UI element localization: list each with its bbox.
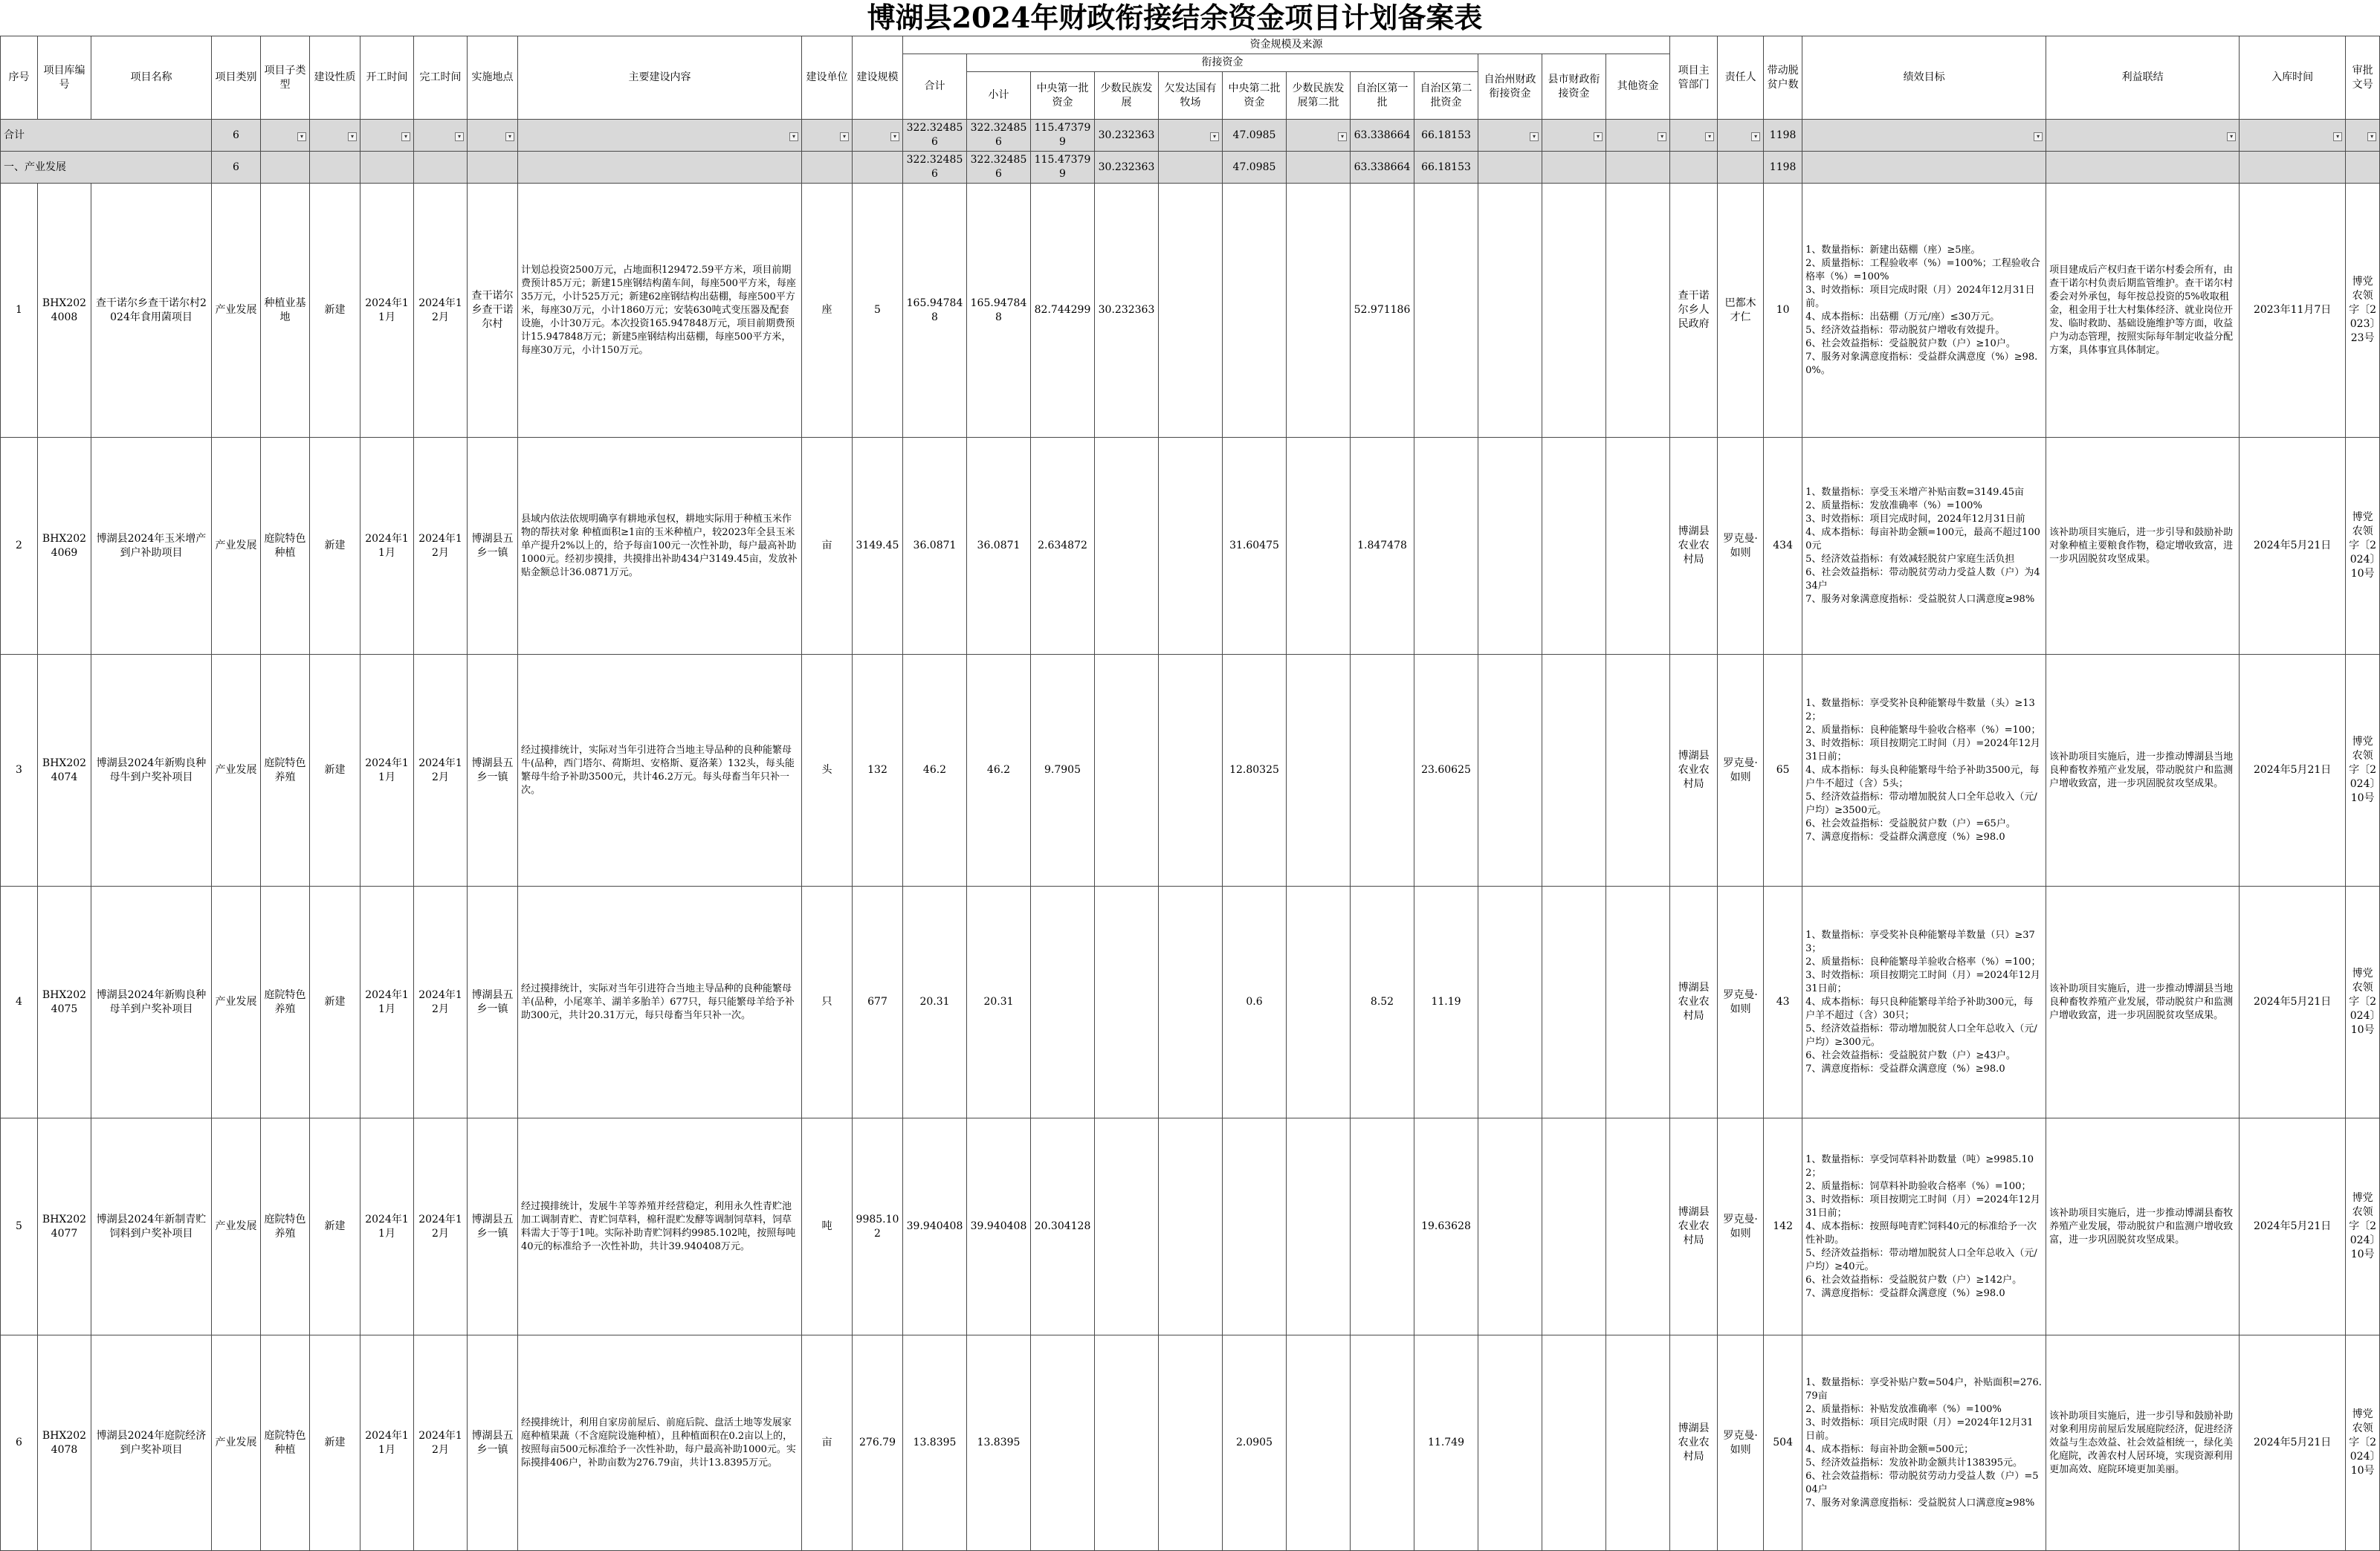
cell-code: BHX2024077 [38, 1118, 91, 1335]
cell-minority [1095, 1335, 1159, 1551]
cell-minority2 [1287, 1335, 1351, 1551]
cell-subtotal: 20.31 [967, 887, 1031, 1118]
cell-end: 2024年12月 [414, 438, 468, 655]
col-benefit: 利益联结 [2046, 36, 2240, 120]
summary-filter[interactable] [360, 120, 414, 152]
filter-dropdown-icon[interactable]: ▾ [890, 132, 899, 141]
cell-approval: 博党农领字〔2024〕10号 [2346, 655, 2380, 887]
cell-code: BHX2024074 [38, 655, 91, 887]
cell-seq: 3 [1, 655, 38, 887]
table-row [1, 655, 2380, 887]
summary-total: 322.324856 [903, 120, 967, 152]
col-county: 县市财政衔接资金 [1542, 54, 1606, 120]
cell-seq: 1 [1, 184, 38, 438]
col-beneficiaries: 带动脱贫户数 [1764, 36, 1802, 120]
cell-subtype: 种植业基地 [261, 184, 310, 438]
cell-total: 20.31 [903, 887, 967, 1118]
cell-minority2 [1287, 1118, 1351, 1335]
section-label: 一、产业发展 [1, 152, 212, 184]
cell-end: 2024年12月 [414, 655, 468, 887]
filter-dropdown-icon[interactable]: ▾ [2367, 132, 2376, 141]
filter-dropdown-icon[interactable]: ▾ [1210, 132, 1219, 141]
col-end: 完工时间 [414, 36, 468, 120]
filter-dropdown-icon[interactable]: ▾ [505, 132, 514, 141]
filter-dropdown-icon[interactable]: ▾ [297, 132, 306, 141]
cell-county [1542, 184, 1606, 438]
cell-minority [1095, 887, 1159, 1118]
cell-content: 经过摸排统计，实际对当年引进符合当地主导品种的良种能繁母羊(品种，小尾寒羊、湖羊多胎羊）677只，每只能繁母羊给予补助300元，共计20.31万元，每只母畜当年只补一次。 [518, 887, 802, 1118]
cell-performance: 1、数量指标：享受补贴户数=504户，补贴面积=276.79亩 2、质量指标：补贴发放准确率（%）=100% 3、时效指标：项目完成时限（月）=2024年12月31日前。 4、成本指标：每亩补助金额=500元； 5、经济效益指标：发放补助金额共计138395元。 6、社会效益指标：带动脱贫劳动力受益人数（户）=504户 7、服务对象满意度指标：受益脱贫人口满意度≥98% [1802, 1335, 2046, 1551]
cell-category: 产业发展 [212, 1335, 261, 1551]
cell-minority2 [1287, 184, 1351, 438]
summary-filter[interactable] [2346, 120, 2380, 152]
table-row [1, 1118, 2380, 1335]
cell-seq: 6 [1, 1335, 38, 1551]
cell-region2: 23.60625 [1414, 655, 1478, 887]
filter-dropdown-icon[interactable]: ▾ [1658, 132, 1666, 141]
cell-dept: 博湖县农业农村局 [1670, 438, 1718, 655]
summary-filter[interactable] [310, 120, 360, 152]
cell-content: 县域内依法依规明确享有耕地承包权，耕地实际用于种植玉米作物的帮扶对象 种植面积≥1亩的玉米种植户，较2023年全县玉米单产提升2%以上的，给予每亩100元一次性补助，每户最高补助1000元。经初步摸排，共摸排出补助434户3149.45亩，发放补贴金额总计36.0871万元。 [518, 438, 802, 655]
cell-category: 产业发展 [212, 655, 261, 887]
cell-performance: 1、数量指标：享受奖补良种能繁母牛数量（头）≥132； 2、质量指标：良种能繁母牛验收合格率（%）=100； 3、时效指标：项目按期完工时间（月）=2024年12月31日前； 4、成本指标：每头良种能繁母牛给予补助3500元，每户牛不超过（含）5头； 5、经济效益指标：带动增加脱贫人口全年总收入（元/户均）≥3500元。 6、社会效益指标：受益脱贫户数（户）=65户。 7、满意度指标：受益群众满意度（%）≥98.0 [1802, 655, 2046, 887]
cell-subtotal: 13.8395 [967, 1335, 1031, 1551]
col-dept: 项目主管部门 [1670, 36, 1718, 120]
summary-filter[interactable] [1718, 120, 1764, 152]
cell-person: 罗克曼·如则 [1718, 655, 1764, 887]
cell-end: 2024年12月 [414, 887, 468, 1118]
col-central1: 中央第一批资金 [1031, 72, 1095, 120]
cell-benefit: 项目建成后产权归查干诺尔村委会所有，由查干诺尔村负责后期监管维护。查干诺尔村委会对外承包，每年按总投资的5%收取租金，租金用于壮大村集体经济、就业岗位开发、临时救助、基础设施维护等方面，收益户为动态管理，按照实际每年制定收益分配方案，具体事宜具体制定。 [2046, 184, 2240, 438]
cell-beneficiaries: 65 [1764, 655, 1802, 887]
cell-name: 博湖县2024年新购良种母牛到户奖补项目 [91, 655, 212, 887]
cell-minority2 [1287, 887, 1351, 1118]
cell-beneficiaries: 142 [1764, 1118, 1802, 1335]
cell-location: 博湖县五乡一镇 [468, 438, 518, 655]
cell-start: 2024年11月 [360, 438, 414, 655]
cell-code: BHX2024069 [38, 438, 91, 655]
cell-region1 [1351, 1335, 1414, 1551]
cell-performance: 1、数量指标：享受奖补良种能繁母羊数量（只）≥373； 2、质量指标：良种能繁母羊验收合格率（%）=100； 3、时效指标：项目按期完工时间（月）=2024年12月31日前； 4、成本指标：每只良种能繁母羊给予补助300元，每户羊不超过（含）30只； 5、经济效益指标：带动增加脱贫人口全年总收入（元/户均）≥300元。 6、社会效益指标：受益脱贫户数（户）≥43户。 7、满意度指标：受益群众满意度（%）≥98.0 [1802, 887, 2046, 1118]
filter-dropdown-icon[interactable]: ▾ [840, 132, 849, 141]
cell-content: 经过摸排统计，实际对当年引进符合当地主导品种的良种能繁母牛(品种，西门塔尔、荷斯坦、安格斯、夏洛莱）132头，每头能繁母牛给予补助3500元，共计46.2万元。每头母畜当年只补一次。 [518, 655, 802, 887]
filter-dropdown-icon[interactable]: ▾ [1594, 132, 1603, 141]
cell-subtype: 庭院特色养殖 [261, 887, 310, 1118]
summary-filter[interactable] [1606, 120, 1670, 152]
cell-person: 罗克曼·如则 [1718, 438, 1764, 655]
summary-central2: 47.0985 [1223, 120, 1287, 152]
cell-region1: 52.971186 [1351, 184, 1414, 438]
cell-other [1606, 184, 1670, 438]
cell-underdeveloped [1159, 438, 1223, 655]
cell-location: 博湖县五乡一镇 [468, 1335, 518, 1551]
section-beneficiaries: 1198 [1764, 152, 1802, 184]
cell-central1: 2.634872 [1031, 438, 1095, 655]
cell-storage-time: 2024年5月21日 [2240, 1335, 2346, 1551]
col-content: 主要建设内容 [518, 36, 802, 120]
cell-region2: 11.749 [1414, 1335, 1478, 1551]
cell-central1: 9.7905 [1031, 655, 1095, 887]
cell-name: 博湖县2024年新制青贮饲料到户奖补项目 [91, 1118, 212, 1335]
cell-category: 产业发展 [212, 1118, 261, 1335]
cell-storage-time: 2024年5月21日 [2240, 438, 2346, 655]
cell-location: 博湖县五乡一镇 [468, 1118, 518, 1335]
cell-minority2 [1287, 655, 1351, 887]
cell-subtotal: 36.0871 [967, 438, 1031, 655]
summary-filter[interactable] [261, 120, 310, 152]
cell-content: 计划总投资2500万元，占地面积129472.59平方米，项目前期费预计85万元；新建15座钢结构菌车间，每座500平方米，每座35万元，小计525万元；新建62座钢结构出菇棚，每座500平方米，每座30万元，小计1860万元；安装630吨式变压器及配套设施，小计30万元。本次投资165.947848万元，项目前期费预计15.947848万元；新建5座钢结构出菇棚，每座500平方米，每座30万元，小计150万元。 [518, 184, 802, 438]
filter-dropdown-icon[interactable]: ▾ [2034, 132, 2043, 141]
summary-label: 合计 [1, 120, 212, 152]
cell-content: 经摸排统计，利用自家房前屋后、前庭后院、盘活土地等发展家庭种植果蔬（不含庭院设施种植），且种植面积在0.2亩以上的，按照每亩500元标准给予一次性补助，每户最高补助1000元。实际摸排406户，补助亩数为276.79亩，共计13.8395万元。 [518, 1335, 802, 1551]
col-minority: 少数民族发展 [1095, 72, 1159, 120]
summary-subtotal: 322.324856 [967, 120, 1031, 152]
cell-dept: 博湖县农业农村局 [1670, 1118, 1718, 1335]
cell-category: 产业发展 [212, 184, 261, 438]
section-region2: 66.18153 [1414, 152, 1478, 184]
cell-total: 13.8395 [903, 1335, 967, 1551]
cell-subtotal: 39.940408 [967, 1118, 1031, 1335]
cell-prefecture [1478, 438, 1542, 655]
summary-row [1, 120, 2380, 152]
cell-performance: 1、数量指标：享受饲草料补助数量（吨）≥9985.102； 2、质量指标：饲草料补助验收合格率（%）=100； 3、时效指标：项目按期完工时间（月）=2024年12月31日前； 4、成本指标：按照每吨青贮饲料40元的标准给予一次性补助。 5、经济效益指标：带动增加脱贫人口全年总收入（元/户均）≥40元。 6、社会效益指标：受益脱贫户数（户）≥142户。 7、满意度指标：受益群众满意度（%）≥98.0 [1802, 1118, 2046, 1335]
filter-dropdown-icon[interactable]: ▾ [455, 132, 464, 141]
cell-scale: 276.79 [853, 1335, 903, 1551]
cell-subtotal: 46.2 [967, 655, 1031, 887]
section-row [1, 152, 2380, 184]
cell-other [1606, 1118, 1670, 1335]
cell-total: 36.0871 [903, 438, 967, 655]
filter-dropdown-icon[interactable]: ▾ [1530, 132, 1539, 141]
cell-approval: 博党农领字〔2024〕10号 [2346, 438, 2380, 655]
summary-region2: 66.18153 [1414, 120, 1478, 152]
table-row [1, 1335, 2380, 1551]
cell-total: 46.2 [903, 655, 967, 887]
cell-region2: 19.63628 [1414, 1118, 1478, 1335]
col-category: 项目类别 [212, 36, 261, 120]
cell-scale: 677 [853, 887, 903, 1118]
col-scale: 建设规模 [853, 36, 903, 120]
cell-location: 博湖县五乡一镇 [468, 887, 518, 1118]
summary-filter[interactable] [1542, 120, 1606, 152]
cell-person: 罗克曼·如则 [1718, 1335, 1764, 1551]
cell-county [1542, 887, 1606, 1118]
summary-filter[interactable] [1478, 120, 1542, 152]
col-nature: 建设性质 [310, 36, 360, 120]
cell-nature: 新建 [310, 1335, 360, 1551]
cell-subtype: 庭院特色种植 [261, 1335, 310, 1551]
cell-prefecture [1478, 655, 1542, 887]
col-unit: 建设单位 [802, 36, 853, 120]
col-seq: 序号 [1, 36, 38, 120]
cell-subtotal: 165.947848 [967, 184, 1031, 438]
cell-dept: 博湖县农业农村局 [1670, 1335, 1718, 1551]
section-region1: 63.338664 [1351, 152, 1414, 184]
filter-dropdown-icon[interactable]: ▾ [1338, 132, 1347, 141]
cell-code: BHX2024008 [38, 184, 91, 438]
cell-central2: 2.0905 [1223, 1335, 1287, 1551]
cell-nature: 新建 [310, 887, 360, 1118]
cell-benefit: 该补助项目实施后，进一步推动博湖县当地良种畜牧养殖产业发展，带动脱贫户和监测户增收致富，进一步巩固脱贫攻坚成果。 [2046, 887, 2240, 1118]
col-region1: 自治区第一批 [1351, 72, 1414, 120]
col-performance: 绩效目标 [1802, 36, 2046, 120]
col-minority2: 少数民族发展第二批 [1287, 72, 1351, 120]
cell-prefecture [1478, 1335, 1542, 1551]
cell-total: 39.940408 [903, 1118, 967, 1335]
cell-content: 经过摸排统计，发展牛羊等养殖并经营稳定，利用永久性青贮池加工调制青贮、青贮饲草料，棉秆混贮发酵等调制饲草料，饲草料需大于等于1吨。实际补助青贮饲料约9985.102吨，按照每吨40元的标准给予一次性补助，共计39.940408万元。 [518, 1118, 802, 1335]
cell-category: 产业发展 [212, 438, 261, 655]
summary-minority: 30.232363 [1095, 120, 1159, 152]
cell-minority2 [1287, 438, 1351, 655]
filter-dropdown-icon[interactable]: ▾ [348, 132, 357, 141]
cell-nature: 新建 [310, 1118, 360, 1335]
cell-seq: 4 [1, 887, 38, 1118]
col-total: 合计 [903, 54, 967, 120]
cell-benefit: 该补助项目实施后，进一步引导和鼓励补助对象种植主要粮食作物，稳定增收致富，进一步巩固脱贫攻坚成果。 [2046, 438, 2240, 655]
summary-filter[interactable] [1159, 120, 1223, 152]
cell-dept: 查干诺尔乡人民政府 [1670, 184, 1718, 438]
cell-unit: 亩 [802, 438, 853, 655]
filter-dropdown-icon[interactable]: ▾ [1705, 132, 1714, 141]
cell-benefit: 该补助项目实施后，进一步推动博湖县当地良种畜牧养殖产业发展，带动脱贫户和监测户增收致富，进一步巩固脱贫攻坚成果。 [2046, 655, 2240, 887]
cell-start: 2024年11月 [360, 887, 414, 1118]
summary-filter[interactable] [468, 120, 518, 152]
cell-approval: 博党农领字〔2023〕23号 [2346, 184, 2380, 438]
cell-nature: 新建 [310, 438, 360, 655]
cell-start: 2024年11月 [360, 655, 414, 887]
cell-start: 2024年11月 [360, 1118, 414, 1335]
cell-scale: 9985.102 [853, 1118, 903, 1335]
cell-beneficiaries: 434 [1764, 438, 1802, 655]
col-region2: 自治区第二批资金 [1414, 72, 1478, 120]
col-approval: 审批文号 [2346, 36, 2380, 120]
filter-dropdown-icon[interactable]: ▾ [401, 132, 410, 141]
cell-name: 查干诺尔乡查干诺尔村2024年食用菌项目 [91, 184, 212, 438]
cell-scale: 132 [853, 655, 903, 887]
cell-county [1542, 655, 1606, 887]
filter-dropdown-icon[interactable]: ▾ [1751, 132, 1760, 141]
section-minority: 30.232363 [1095, 152, 1159, 184]
table-row [1, 184, 2380, 438]
cell-region2 [1414, 184, 1478, 438]
page-title: 博湖县2024年财政衔接结余资金项目计划备案表 [867, 1, 1483, 34]
summary-beneficiaries: 1198 [1764, 120, 1802, 152]
col-storage-time: 入库时间 [2240, 36, 2346, 120]
cell-scale: 3149.45 [853, 438, 903, 655]
cell-other [1606, 438, 1670, 655]
cell-unit: 亩 [802, 1335, 853, 1551]
filter-dropdown-icon[interactable]: ▾ [2227, 132, 2236, 141]
cell-minority: 30.232363 [1095, 184, 1159, 438]
cell-central1 [1031, 1335, 1095, 1551]
col-name: 项目名称 [91, 36, 212, 120]
filter-dropdown-icon[interactable]: ▾ [789, 132, 798, 141]
col-person: 责任人 [1718, 36, 1764, 120]
summary-filter[interactable] [2046, 120, 2240, 152]
cell-minority [1095, 1118, 1159, 1335]
cell-region2 [1414, 438, 1478, 655]
cell-unit: 吨 [802, 1118, 853, 1335]
col-central2: 中央第二批资金 [1223, 72, 1287, 120]
cell-name: 博湖县2024年玉米增产到户补助项目 [91, 438, 212, 655]
cell-dept: 博湖县农业农村局 [1670, 887, 1718, 1118]
cell-central1: 20.304128 [1031, 1118, 1095, 1335]
cell-central1: 82.744299 [1031, 184, 1095, 438]
summary-filter[interactable] [1670, 120, 1718, 152]
cell-unit: 座 [802, 184, 853, 438]
cell-other [1606, 655, 1670, 887]
cell-benefit: 该补助项目实施后，进一步推动博湖县畜牧养殖产业发展，带动脱贫户和监测户增收致富，进一步巩固脱贫攻坚成果。 [2046, 1118, 2240, 1335]
cell-central2: 0.6 [1223, 887, 1287, 1118]
cell-performance: 1、数量指标：享受玉米增产补贴亩数=3149.45亩 2、质量指标：发放准确率（%）=100% 3、时效指标：项目完成时间，2024年12月31日前 4、成本指标：每亩补助金额=100元，最高不超过1000元 5、经济效益指标：有效减轻脱贫户家庭生活负担 6、社会效益指标：带动脱贫劳动力受益人数（户）为434户 7、服务对象满意度指标：受益脱贫人口满意度≥98% [1802, 438, 2046, 655]
cell-underdeveloped [1159, 184, 1223, 438]
cell-central1 [1031, 887, 1095, 1118]
cell-underdeveloped [1159, 655, 1223, 887]
cell-county [1542, 1118, 1606, 1335]
summary-central1: 115.473799 [1031, 120, 1095, 152]
cell-central2 [1223, 1118, 1287, 1335]
filter-dropdown-icon[interactable]: ▾ [2333, 132, 2342, 141]
summary-filter[interactable] [802, 120, 853, 152]
cell-approval: 博党农领字〔2024〕10号 [2346, 1335, 2380, 1551]
section-subtotal: 322.324856 [967, 152, 1031, 184]
summary-filter[interactable] [1287, 120, 1351, 152]
cell-region1: 1.847478 [1351, 438, 1414, 655]
cell-storage-time: 2024年5月21日 [2240, 655, 2346, 887]
cell-approval: 博党农领字〔2024〕10号 [2346, 1118, 2380, 1335]
summary-region1: 63.338664 [1351, 120, 1414, 152]
cell-central2: 31.60475 [1223, 438, 1287, 655]
table-row [1, 887, 2380, 1118]
cell-nature: 新建 [310, 655, 360, 887]
col-code: 项目库编号 [38, 36, 91, 120]
section-count: 6 [212, 152, 261, 184]
col-prefecture: 自治州财政衔接资金 [1478, 54, 1542, 120]
col-subtotal: 小计 [967, 72, 1031, 120]
col-location: 实施地点 [468, 36, 518, 120]
cell-seq: 2 [1, 438, 38, 655]
cell-subtype: 庭院特色养殖 [261, 1118, 310, 1335]
col-underdeveloped: 欠发达国有牧场 [1159, 72, 1223, 120]
cell-underdeveloped [1159, 1118, 1223, 1335]
cell-start: 2024年11月 [360, 184, 414, 438]
cell-person: 罗克曼·如则 [1718, 887, 1764, 1118]
cell-minority [1095, 655, 1159, 887]
cell-subtype: 庭院特色种植 [261, 438, 310, 655]
cell-approval: 博党农领字〔2024〕10号 [2346, 887, 2380, 1118]
cell-prefecture [1478, 184, 1542, 438]
cell-region1 [1351, 655, 1414, 887]
cell-storage-time: 2024年5月21日 [2240, 1118, 2346, 1335]
cell-location: 博湖县五乡一镇 [468, 655, 518, 887]
cell-seq: 5 [1, 1118, 38, 1335]
cell-minority [1095, 438, 1159, 655]
col-start: 开工时间 [360, 36, 414, 120]
summary-filter[interactable] [1802, 120, 2046, 152]
cell-prefecture [1478, 887, 1542, 1118]
section-central1: 115.473799 [1031, 152, 1095, 184]
cell-person: 罗克曼·如则 [1718, 1118, 1764, 1335]
cell-code: BHX2024078 [38, 1335, 91, 1551]
cell-prefecture [1478, 1118, 1542, 1335]
cell-end: 2024年12月 [414, 1118, 468, 1335]
cell-county [1542, 1335, 1606, 1551]
summary-count: 6 [212, 120, 261, 152]
col-group-fund: 资金规模及来源 [903, 36, 1670, 54]
cell-dept: 博湖县农业农村局 [1670, 655, 1718, 887]
summary-filter[interactable] [414, 120, 468, 152]
cell-beneficiaries: 43 [1764, 887, 1802, 1118]
cell-scale: 5 [853, 184, 903, 438]
cell-unit: 只 [802, 887, 853, 1118]
cell-region2: 11.19 [1414, 887, 1478, 1118]
section-central2: 47.0985 [1223, 152, 1287, 184]
cell-beneficiaries: 504 [1764, 1335, 1802, 1551]
cell-region1 [1351, 1118, 1414, 1335]
cell-central2 [1223, 184, 1287, 438]
cell-performance: 1、数量指标：新建出菇棚（座）≥5座。 2、质量指标：工程验收率（%）=100%；工程验收合格率（%）=100% 3、时效指标：项目完成时限（月）2024年12月31日前。 4、成本指标：出菇棚（万元/座）≤30万元。 5、经济效益指标：带动脱贫户增收有效提升。 6、社会效益指标：受益脱贫户数（户）≥10户。 7、服务对象满意度指标：受益群众满意度（%）≥98.0%。 [1802, 184, 2046, 438]
cell-benefit: 该补助项目实施后，进一步引导和鼓励补助对象利用房前屋后发展庭院经济，促进经济效益与生态效益、社会效益相统一，绿化美化庭院，改善农村人居环境，实现资源利用更加高效、庭院环境更加美丽。 [2046, 1335, 2240, 1551]
cell-code: BHX2024075 [38, 887, 91, 1118]
project-table [0, 36, 2380, 1551]
cell-other [1606, 887, 1670, 1118]
cell-name: 博湖县2024年庭院经济到户奖补项目 [91, 1335, 212, 1551]
cell-person: 巴都木才仁 [1718, 184, 1764, 438]
cell-unit: 头 [802, 655, 853, 887]
cell-storage-time: 2024年5月21日 [2240, 887, 2346, 1118]
cell-name: 博湖县2024年新购良种母羊到户奖补项目 [91, 887, 212, 1118]
cell-category: 产业发展 [212, 887, 261, 1118]
cell-nature: 新建 [310, 184, 360, 438]
cell-region1: 8.52 [1351, 887, 1414, 1118]
cell-beneficiaries: 10 [1764, 184, 1802, 438]
cell-county [1542, 438, 1606, 655]
cell-end: 2024年12月 [414, 1335, 468, 1551]
cell-storage-time: 2023年11月7日 [2240, 184, 2346, 438]
col-group-xianjie: 衔接资金 [967, 54, 1478, 72]
cell-other [1606, 1335, 1670, 1551]
section-total: 322.324856 [903, 152, 967, 184]
col-other: 其他资金 [1606, 54, 1670, 120]
summary-filter[interactable] [2240, 120, 2346, 152]
cell-underdeveloped [1159, 887, 1223, 1118]
cell-location: 查干诺尔乡查干诺尔村 [468, 184, 518, 438]
cell-end: 2024年12月 [414, 184, 468, 438]
summary-filter[interactable] [853, 120, 903, 152]
table-row [1, 438, 2380, 655]
summary-filter[interactable] [518, 120, 802, 152]
cell-start: 2024年11月 [360, 1335, 414, 1551]
col-subtype: 项目子类型 [261, 36, 310, 120]
cell-central2: 12.80325 [1223, 655, 1287, 887]
cell-total: 165.947848 [903, 184, 967, 438]
cell-subtype: 庭院特色养殖 [261, 655, 310, 887]
cell-underdeveloped [1159, 1335, 1223, 1551]
